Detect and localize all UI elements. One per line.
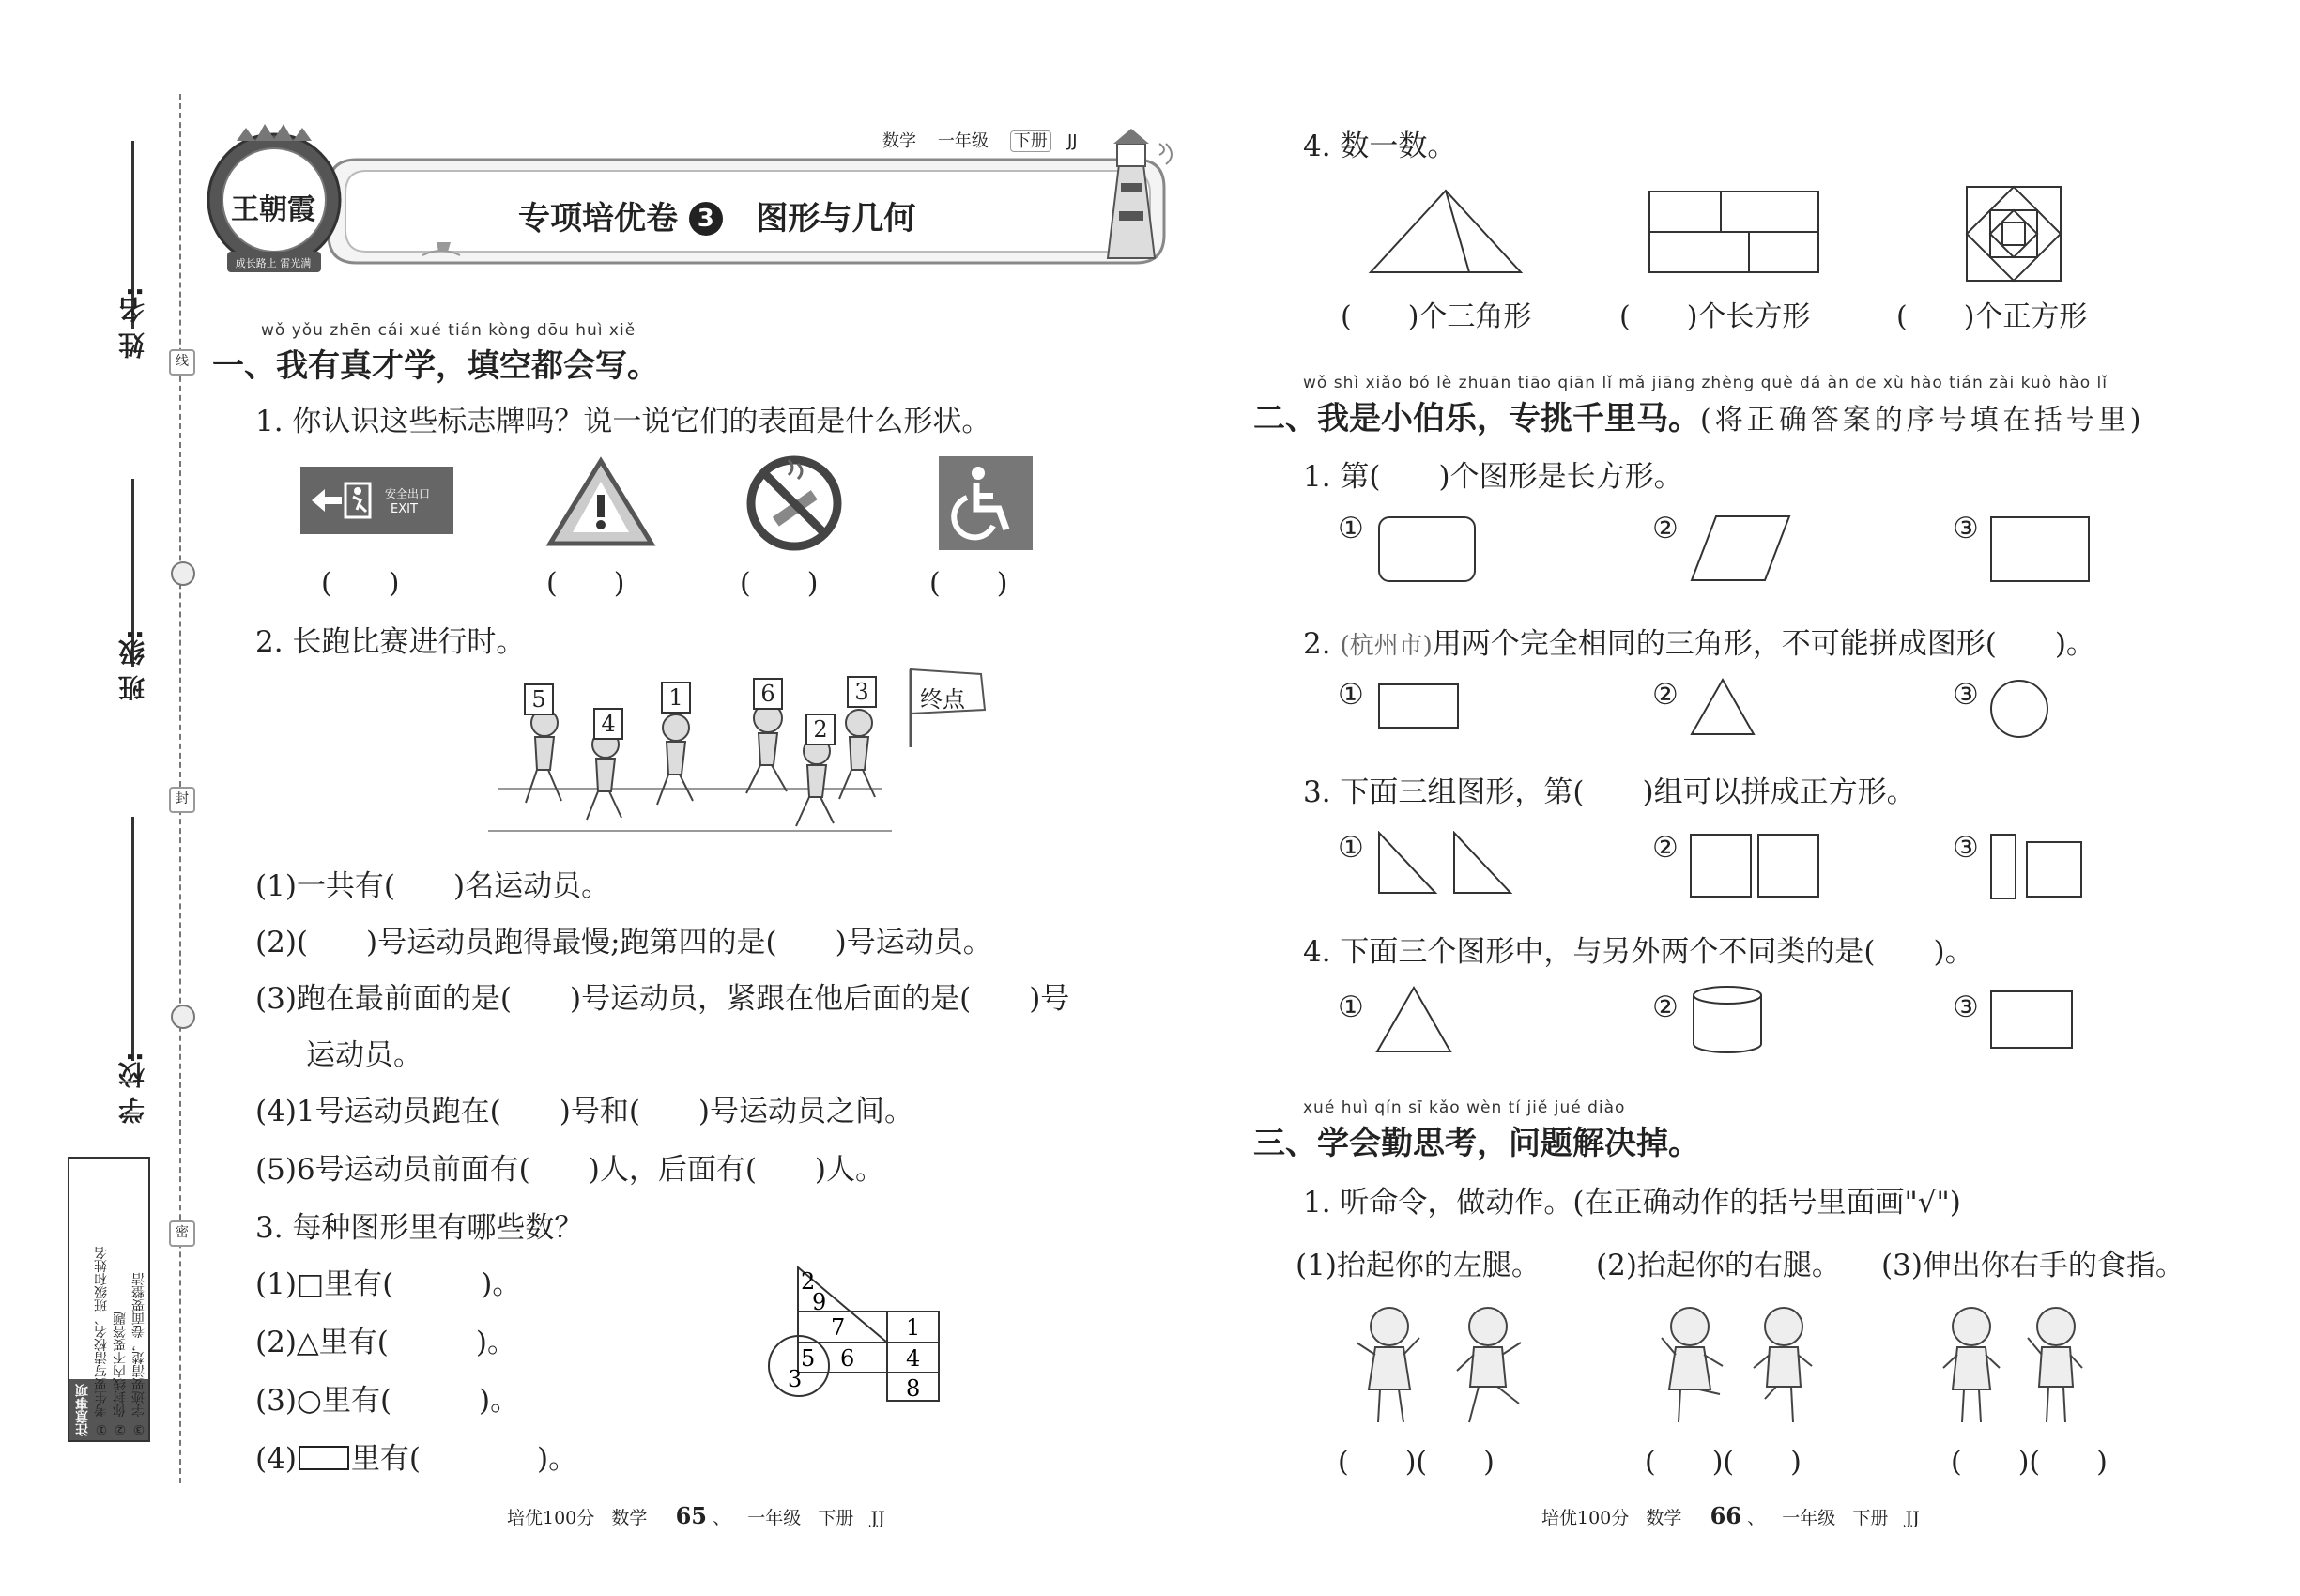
q3-line-2: (2)△里有( )。 [255,1326,516,1359]
exit-sign-cn: 安全出口 [385,487,431,500]
meta-volume: 下册 [1010,130,1051,152]
title-topic: 图形与几何 [756,200,916,238]
mc1-rectangle [1990,516,2090,582]
left-footer-grade: 一年级 [747,1508,802,1528]
mc3-square-b [1757,834,1819,898]
q2-line-1: (1)一共有( )名运动员。 [255,869,611,903]
q3-line-4-suffix: 里有( )。 [350,1442,578,1476]
right-footer: 培优100分 数学 66 、 一年级 下册 JJ [1541,1502,1920,1529]
notes-list [73,1162,145,1436]
mc4-mark-1[interactable]: ① [1338,990,1364,1024]
q1-text: 1. 你认识这些标志牌吗？说一说它们的表面是什么形状。 [255,405,991,438]
binding-hole-1 [171,561,195,586]
q3-line-4 [255,1435,577,1477]
mc2-circle [1990,680,2048,738]
mc3-text: 3. 下面三组图形，第( )组可以拼成正方形。 [1303,775,1916,809]
exit-arrow-icon [308,480,374,521]
p1-answer-pair-1[interactable]: ( )( ) [1338,1446,1495,1479]
runner-number-2: 2 [805,714,836,745]
section-1-title: 一、我有真才学，填空都会写。 [212,347,659,385]
answer-exit[interactable]: ( ) [321,567,400,600]
section-3-pinyin: xué huì qín sī kǎo wèn tí jiě jué diào [1303,1098,1626,1117]
fig-num-6: 6 [840,1345,855,1372]
mc1-mark-3[interactable]: ③ [1953,512,1979,545]
fig-num-9: 9 [812,1289,827,1315]
right-footer-subject: 数学 [1646,1508,1682,1528]
mc1-rounded-rectangle [1378,516,1476,582]
mc3-mark-2[interactable]: ② [1652,831,1679,865]
square-count-figure [1965,185,2062,283]
mc3-thin-rectangle [1990,834,2016,899]
mc4-rectangle [1990,990,2073,1049]
mc3-square-c [2026,841,2082,898]
meta-edition: JJ [1066,131,1078,151]
right-page-number: 66 [1710,1502,1742,1529]
fig-num-4: 4 [906,1345,921,1372]
left-footer: 培优100分 数学 65 、 一年级 下册 JJ [507,1502,885,1529]
note-2: ② 你封线内不要答题 [113,1312,128,1436]
q3-line-4-prefix: (4) [255,1442,297,1476]
mc2-rectangle [1378,683,1459,729]
children-illustrations [1352,1300,2084,1432]
right-footer-edition: JJ [1905,1508,1920,1528]
finish-flag-label: 终点 [920,686,965,713]
runner-number-3: 3 [847,676,877,708]
p1-command-3: (3)伸出你右手的食指。 [1881,1249,2185,1282]
no-smoking-sign-icon [745,454,843,552]
mc2-mark-3[interactable]: ③ [1953,678,1979,712]
answer-warning[interactable]: ( ) [546,567,625,600]
mc2-mark-2[interactable]: ② [1652,678,1679,712]
triangle-count-figure [1366,186,1526,280]
mc2-text: 用两个完全相同的三角形，不可能拼成图形( )。 [1432,627,2095,661]
warning-sign-icon [544,455,657,549]
school-underline [131,817,134,1061]
school-label: 学 校: [117,1051,148,1124]
q2-line-4: (4)1号运动员跑在( )号和( )号运动员之间。 [255,1095,914,1128]
notes-box [68,1157,150,1442]
mc2-mark-1[interactable]: ① [1338,678,1364,712]
seal-char-2: 封 [169,787,195,813]
left-page-number: 65 [675,1502,708,1529]
runner-number-4: 4 [593,708,623,740]
runner-number-6: 6 [753,678,783,710]
section-2-pinyin: wǒ shì xiǎo bó lè zhuān tiāo qiān lǐ mǎ jiāng zhèng què dá àn de xù hào tián zài kuò hào lǐ [1303,374,2108,392]
mc3-square-a [1690,834,1752,898]
mc1-mark-1[interactable]: ① [1338,512,1364,545]
mc1-mark-2[interactable]: ② [1652,512,1679,545]
left-footer-book: 培优100分 [507,1508,595,1528]
note-1: ① 考生要写清校名、班级和姓名 [94,1246,109,1436]
right-footer-book: 培优100分 [1541,1508,1630,1528]
section-2-note: (将正确答案的序号填在括号里) [1700,404,2145,437]
q2-line-3: (3)跑在最前面的是( )号运动员，紧跟在他后面的是( )号 [255,982,1070,1016]
q2-text: 2. 长跑比赛进行时。 [255,625,526,659]
left-footer-subject: 数学 [611,1508,648,1528]
logo-name: 王朝霞 [231,193,315,226]
mc3-mark-3[interactable]: ③ [1953,831,1979,865]
mc4-triangle [1375,986,1452,1053]
seal-char-1: 线 [169,349,195,376]
class-label: 班 级: [117,629,148,701]
p1-answer-pair-2[interactable]: ( )( ) [1645,1446,1802,1479]
rectangle-shape-icon [299,1446,349,1470]
mc2-number: 2. [1303,627,1331,661]
mc3-mark-1[interactable]: ① [1338,831,1364,865]
fig-num-5: 5 [801,1345,816,1372]
q3-line-1: (1)□里有( )。 [255,1267,522,1301]
q4-answer-squares[interactable]: ( )个正方形 [1896,300,2088,333]
mc2-line [1303,620,2095,662]
mc1-parallelogram [1690,514,1793,582]
name-label: 姓 名: [117,286,148,359]
q3-line-3: (3)○里有( )。 [255,1384,520,1418]
runners-svg [488,699,901,831]
exit-sign [300,467,453,534]
meta-subject: 数学 [882,131,916,151]
q4-answer-rectangles[interactable]: ( )个长方形 [1619,300,1811,333]
title-number-badge: 3 [689,202,723,236]
binding-hole-2 [171,1005,195,1029]
paper-title [518,192,915,238]
right-footer-volume: 下册 [1852,1508,1889,1528]
mc4-text: 4. 下面三个图形中，与另外两个不同类的是( )。 [1303,935,1974,969]
logo-slogan: 成长路上 雷光满天 [235,257,312,284]
meta-grade: 一年级 [937,131,989,151]
mc4-cylinder [1690,984,1765,1057]
fig-num-2: 2 [801,1268,816,1295]
note-3: ③ 字迹要清楚，卷面要整洁 [131,1272,146,1436]
q4-answer-triangles[interactable]: ( )个三角形 [1341,300,1532,333]
p1-answer-pair-3[interactable]: ( )( ) [1951,1446,2108,1479]
section-3-title: 三、学会勤思考，问题解决掉。 [1253,1125,1700,1162]
mc1-text: 1. 第( )个图形是长方形。 [1303,460,1683,494]
title-prefix: 专项培优卷 [518,200,678,238]
mc2-tag: (杭州市) [1340,632,1433,660]
left-footer-volume: 下册 [818,1508,854,1528]
section-2-header [1253,392,2144,438]
answer-accessibility[interactable]: ( ) [929,567,1008,600]
notes-title: 注意事项 [75,1384,90,1436]
section-2-title: 二、我是小伯乐，专挑千里马。 [1253,400,1700,437]
answer-no-smoking[interactable]: ( ) [740,567,819,600]
p1-command-1: (1)抬起你的左腿。 [1296,1249,1541,1282]
mc2-triangle [1690,678,1756,736]
q4-text: 4. 数一数。 [1303,130,1457,163]
section-1-pinyin: wǒ yǒu zhēn cái xué tián kòng dōu huì xiě [261,321,636,340]
header-meta [882,128,1078,152]
mc3-two-triangles [1375,831,1516,897]
fig-num-3: 3 [788,1366,803,1392]
q2-line-3-cont: 运动员。 [306,1038,422,1072]
lighthouse-icon [1080,127,1183,268]
runner-number-5: 5 [524,683,554,715]
q3-text: 3. 每种图形里有哪些数？ [255,1211,584,1245]
fig-num-1: 1 [906,1314,921,1341]
accessibility-sign [939,456,1033,550]
right-footer-grade: 一年级 [1782,1508,1836,1528]
p1-text: 1. 听命令，做动作。(在正确动作的括号里面画"√") [1303,1186,1961,1220]
seal-char-3: 密 [169,1220,195,1247]
left-footer-edition: JJ [870,1508,885,1528]
numbers-in-shapes-figure [765,1263,953,1404]
p1-command-2: (2)抬起你的右腿。 [1596,1249,1841,1282]
q2-line-2: (2)( )号运动员跑得最慢;跑第四的是( )号运动员。 [255,926,992,959]
rectangle-count-figure [1646,188,1824,278]
runner-number-1: 1 [661,682,691,714]
fig-num-8: 8 [906,1375,921,1402]
fig-num-7: 7 [831,1314,846,1341]
q2-line-5: (5)6号运动员前面有( )人，后面有( )人。 [255,1153,885,1187]
wheelchair-icon [948,464,1023,543]
mc4-mark-2[interactable]: ② [1652,990,1679,1024]
mc4-mark-3[interactable]: ③ [1953,990,1979,1024]
exit-sign-en: EXIT [391,502,418,516]
